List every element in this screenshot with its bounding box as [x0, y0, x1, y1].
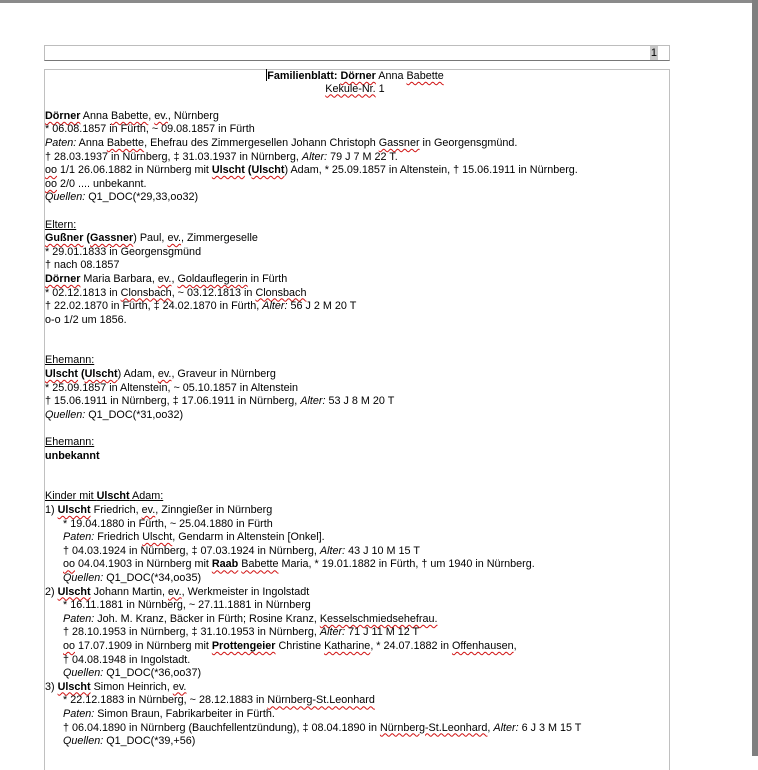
- mother-death: † 22.02.1870 in Fürth, ‡ 24.02.1870 in Fürth, Alter: 56 J 2 M 20 T: [45, 300, 357, 313]
- kekule-number: Kekule-Nr. 1: [325, 82, 385, 95]
- child-1-quellen: Quellen: Q1_DOC(*34,oo35): [63, 571, 202, 584]
- child-1-paten: Paten: Friedrich Ulscht, Gendarm in Altenstein [Onkel].: [63, 531, 325, 544]
- ehemann-2-heading: Ehemann:: [45, 436, 95, 449]
- person-name: Dörner Anna Babette, ev., Nürnberg: [45, 109, 219, 122]
- parents-marriage: o-o 1/2 um 1856.: [45, 313, 127, 326]
- person-marriage-1: oo 1/1 26.06.1882 in Nürnberg mit Ulscht (Ulscht) Adam, * 25.09.1857 in Altenstein, † 15.06.1911 in Nürnberg.: [45, 164, 578, 177]
- page-shadow-right: [752, 0, 758, 756]
- mother-name: Dörner Maria Barbara, ev., Goldauflegerin in Fürth: [45, 272, 288, 285]
- person-quellen: Quellen: Q1_DOC(*29,33,oo32): [45, 191, 199, 204]
- ehemann-1-quellen: Quellen: Q1_DOC(*31,oo32): [45, 408, 184, 421]
- page-number-field[interactable]: 1: [650, 47, 657, 59]
- mother-birth: * 02.12.1813 in Clonsbach, ~ 03.12.1813 in Clonsbach: [45, 286, 307, 299]
- page-header[interactable]: [44, 45, 670, 61]
- child-3-name: 3) Ulscht Simon Heinrich, ev.: [45, 680, 187, 693]
- child-3-quellen: Quellen: Q1_DOC(*39,+56): [63, 735, 196, 748]
- child-2-spouse-death: † 04.08.1948 in Ingolstadt.: [63, 653, 191, 666]
- father-birth: * 29.01.1833 in Georgensgmünd: [45, 245, 202, 258]
- ehemann-1-heading: Ehemann:: [45, 354, 95, 367]
- child-1-marriage: oo 04.04.1903 in Nürnberg mit Raab Babette Maria, * 19.01.1882 in Fürth, † um 1940 in Nürnberg.: [63, 558, 535, 571]
- child-1-death: † 04.03.1924 in Nürnberg, ‡ 07.03.1924 in Nürnberg, Alter: 43 J 10 M 15 T: [63, 544, 420, 557]
- child-2-quellen: Quellen: Q1_DOC(*36,oo37): [63, 667, 202, 680]
- kinder-heading: Kinder mit Ulscht Adam:: [45, 490, 164, 503]
- ehemann-1-death: † 15.06.1911 in Nürnberg, ‡ 17.06.1911 in Nürnberg, Alter: 53 J 8 M 20 T: [45, 395, 395, 408]
- child-2-marriage: oo 17.07.1909 in Nürnberg mit Prottengeier Christine Katharine, * 24.07.1882 in Offenhausen,: [63, 639, 517, 652]
- person-birth: * 06.08.1857 in Fürth, ~ 09.08.1857 in Fürth: [45, 123, 255, 136]
- child-2-death: † 28.10.1953 in Nürnberg, ‡ 31.10.1953 in Nürnberg, Alter: 71 J 11 M 12 T: [63, 626, 420, 639]
- child-3-birth: * 22.12.1883 in Nürnberg, ~ 28.12.1883 in Nürnberg-St.Leonhard: [63, 694, 375, 707]
- father-death: † nach 08.1857: [45, 259, 120, 272]
- ehemann-2-name: unbekannt: [45, 449, 100, 462]
- document-text[interactable]: [45, 69, 665, 749]
- child-2-birth: * 16.11.1881 in Nürnberg, ~ 27.11.1881 in Nürnberg: [63, 599, 311, 612]
- child-3-paten: Paten: Simon Braun, Fabrikarbeiter in Fürth.: [63, 707, 275, 720]
- child-2-name: 2) Ulscht Johann Martin, ev., Werkmeister in Ingolstadt: [45, 585, 310, 598]
- child-3-death: † 06.04.1890 in Nürnberg (Bauchfellentzündung), ‡ 08.04.1890 in Nürnberg-St.Leonhard, Alter: 6 J 3 M 15 T: [63, 721, 582, 734]
- ehemann-1-name: Ulscht (Ulscht) Adam, ev., Graveur in Nürnberg: [45, 368, 276, 381]
- eltern-heading: Eltern:: [45, 218, 77, 231]
- person-paten: Paten: Anna Babette, Ehefrau des Zimmergesellen Johann Christoph Gassner in Georgensgmünd.: [45, 136, 518, 149]
- child-2-paten: Paten: Joh. M. Kranz, Bäcker in Fürth; Rosine Kranz, Kesselschmiedsehefrau.: [63, 612, 438, 625]
- child-1-birth: * 19.04.1880 in Fürth, ~ 25.04.1880 in Fürth: [63, 517, 273, 530]
- person-marriage-2: oo 2/0 .... unbekannt.: [45, 177, 147, 190]
- child-1-name: 1) Ulscht Friedrich, ev., Zinngießer in Nürnberg: [45, 504, 273, 516]
- doc-title: Familienblatt: Dörner Anna Babette: [267, 70, 444, 82]
- ehemann-1-birth: * 25.09.1857 in Altenstein, ~ 05.10.1857 in Altenstein: [45, 381, 299, 394]
- person-death: † 28.03.1937 in Nürnberg, ‡ 31.03.1937 in Nürnberg, Alter: 79 J 7 M 22 T.: [45, 150, 398, 163]
- father-name: Gußner (Gassner) Paul, ev., Zimmergeselle: [45, 232, 258, 245]
